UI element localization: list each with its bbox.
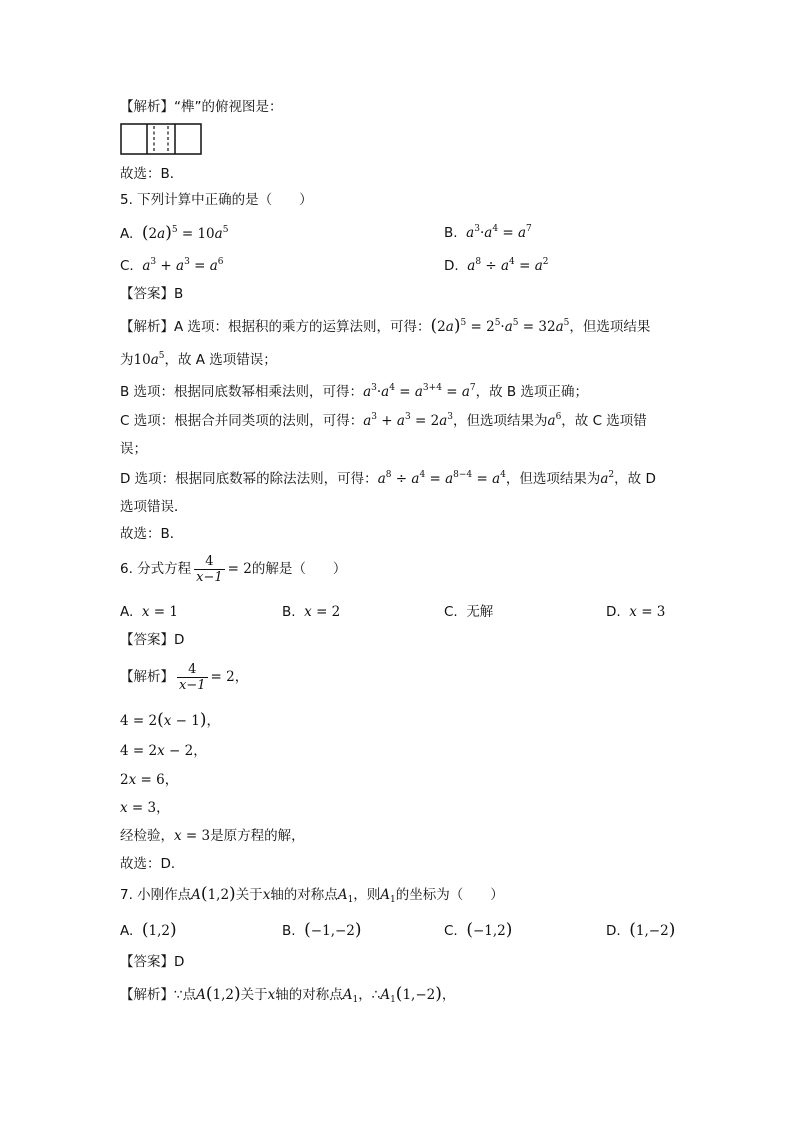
prev-analysis-line (120, 97, 283, 117)
q5-analysis-c-cont: 误； (120, 441, 147, 457)
q5-answer: 【答案】B (120, 286, 184, 302)
q6-answer: 【答案】D (120, 632, 185, 648)
q6-analysis-step2: 4 = 2(x − 1)， (120, 710, 220, 730)
q6-analysis-step4: 2x = 6， (120, 772, 179, 788)
fraction: $\frac{4}{x-1}$ (196, 553, 223, 585)
q6-analysis-step5: x = 3， (120, 800, 170, 816)
q6-stem: 6. 分式方程 $\frac{4}{x-1}$ = 2的解是（ ） (120, 553, 347, 585)
q6-check: 经检验，x = 3是原方程的解， (120, 828, 305, 844)
q6-option-a: A. x = 1 (120, 604, 178, 620)
q6-option-d: D. x = 3 (606, 604, 666, 620)
q6-conclusion: 故选：D． (120, 856, 185, 872)
q5-option-a: A. $(2a)^5 = 10a^5$ (120, 223, 229, 243)
q7-option-d: D. (1,−2) (606, 920, 676, 940)
q6-option-b: B. x = 2 (282, 604, 341, 620)
q7-answer: 【答案】D (120, 954, 185, 970)
q5-analysis-d: D 选项：根据同底数幂的除法法则，可得：$a^8 \div a^4 = a^{8-4} = a^4$，但选项结果为$a^2$，故 D (120, 470, 656, 487)
prev-conclusion: 故选：B． (120, 166, 184, 182)
q7-option-a: A. (1,2) (120, 920, 177, 940)
q7-stem: 7. 小刚作点A(1,2)关于x轴的对称点$A_1$，则$A_1$的坐标为（ ） (120, 884, 504, 905)
q6-option-c: C. 无解 (444, 604, 494, 620)
q6-analysis-step1: 【解析】 $\frac{4}{x-1}$ = 2， (120, 661, 249, 693)
q6-analysis-step3: 4 = 2x − 2， (120, 743, 207, 759)
q7-analysis: 【解析】∵点A(1,2)关于x轴的对称点$A_1$，$\therefore A_1(1,-2)$， (120, 984, 456, 1005)
analysis-label: 【解析】 (120, 99, 174, 115)
q5-analysis-c: C 选项：根据合并同类项的法则，可得：$a^3 + a^3 = 2a^3$，但选项结果为$a^6$，故 C 选项错 (120, 412, 647, 429)
q5-stem: 5. 下列计算中正确的是（ ） (120, 192, 313, 208)
q5-option-b: B. $a^3\cdot a^4 = a^7$ (444, 224, 532, 241)
q5-analysis-d-cont: 选项错误． (120, 499, 188, 515)
top-view-figure (120, 123, 202, 155)
fraction: $\frac{4}{x-1}$ (179, 661, 206, 693)
q7-option-c: C. (−1,2) (444, 920, 513, 940)
q5-analysis-a: 【解析】A 选项：根据积的乘方的运算法则，可得：$(2a)^5 = 2^5\cdot a^5 = 32a^5$，但选项结果 (120, 316, 651, 336)
analysis-text: “榫”的俯视图是： (174, 99, 283, 115)
q5-option-c: C. $a^3 + a^3 = a^6$ (120, 257, 224, 274)
q5-option-d: D. $a^8 \div a^4 = a^2$ (444, 257, 549, 274)
q5-conclusion: 故选：B． (120, 526, 184, 542)
q5-analysis-a-cont: 为$10a^5$，故 A 选项错误； (120, 351, 277, 368)
q7-option-b: B. (−1,−2) (282, 920, 362, 940)
q5-analysis-b: B 选项：根据同底数幂相乘法则，可得：$a^3\cdot a^4 = a^{3+4} = a^7$，故 B 选项正确； (120, 383, 588, 400)
